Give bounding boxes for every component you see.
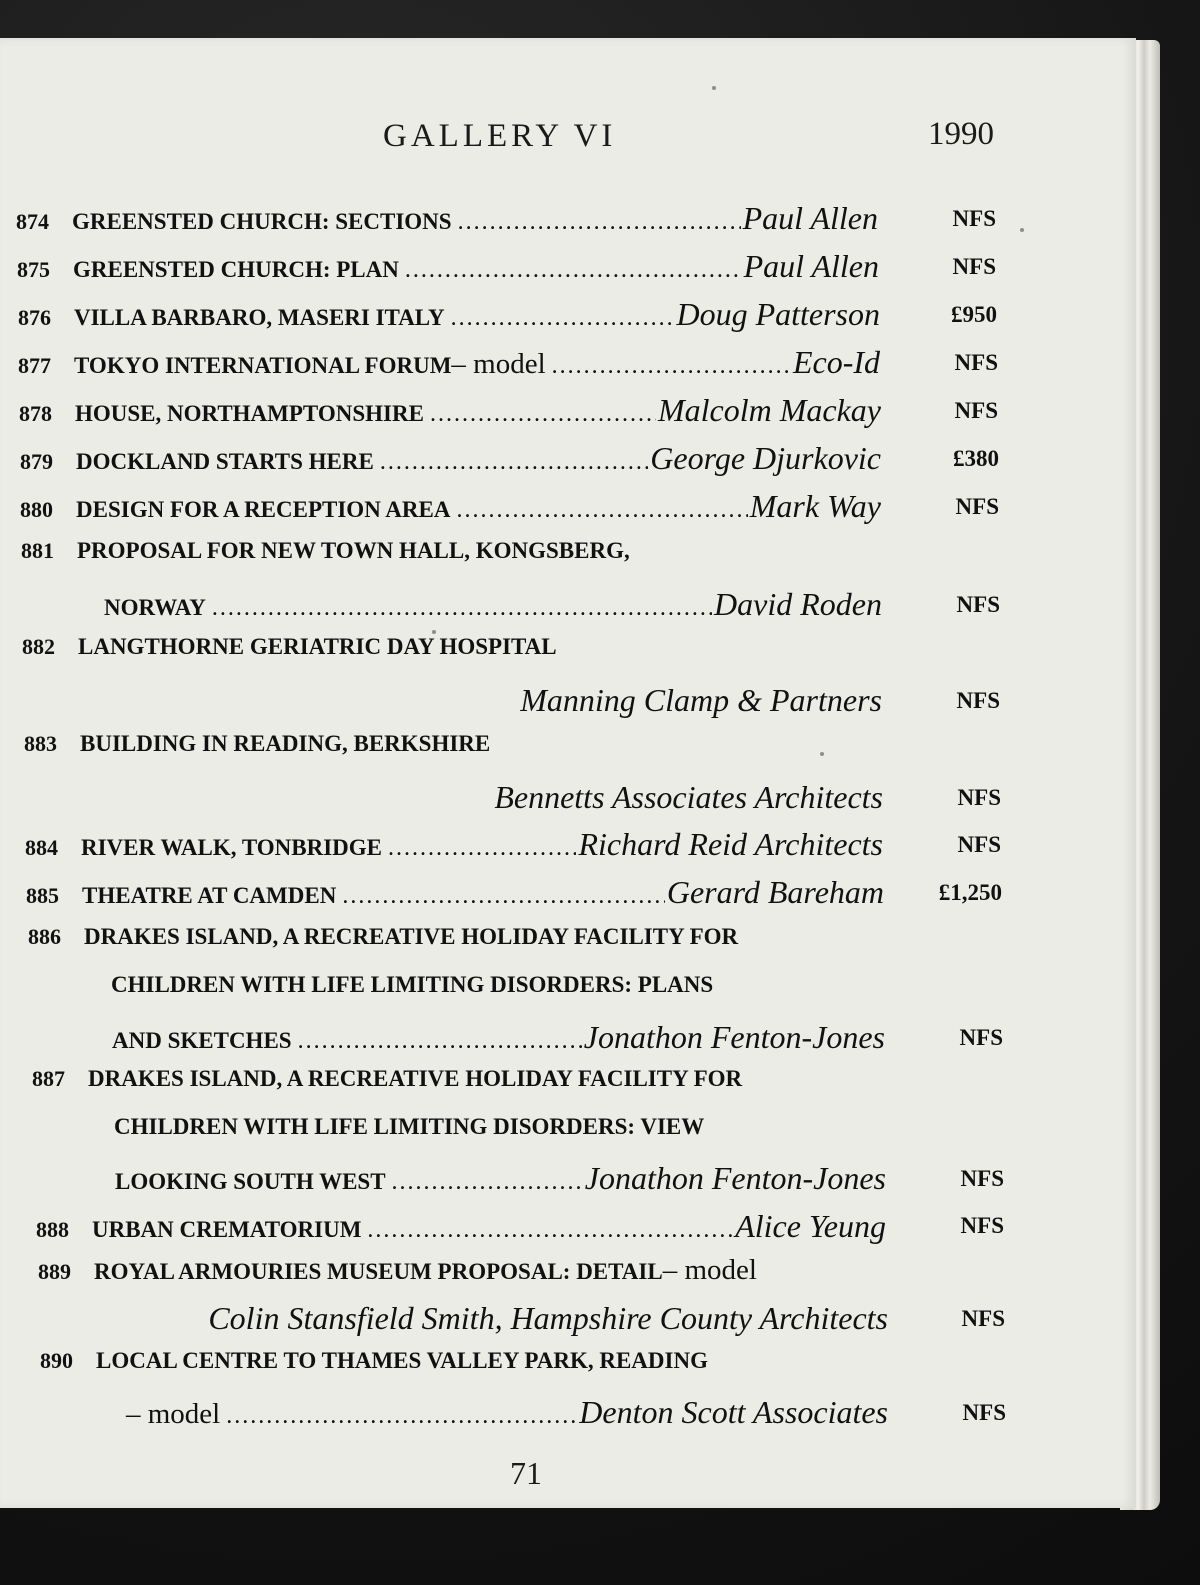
list-item <box>24 731 883 757</box>
list-item-continuation <box>115 1160 886 1197</box>
entry-number: 875 <box>17 257 50 282</box>
leader-dots <box>298 1028 582 1055</box>
entry-price: NFS <box>960 1166 1004 1191</box>
entry-number: 886 <box>28 924 61 949</box>
entry-price: NFS <box>956 688 1000 713</box>
entry-title: BUILDING IN READING, BERKSHIRE <box>80 731 491 756</box>
entry-artist: George Djurkovic <box>650 440 881 476</box>
leader-dots <box>456 497 747 524</box>
list-item-continuation <box>114 1114 886 1140</box>
entry-medium: – model <box>662 1254 757 1286</box>
list-item <box>36 1208 886 1245</box>
entry-price: NFS <box>952 206 996 231</box>
entry-title: GREENSTED CHURCH: PLAN <box>73 257 399 282</box>
list-item <box>25 826 883 863</box>
entry-title-line: NORWAY <box>104 595 206 620</box>
entry-artist: Paul Allen <box>743 248 879 284</box>
list-item <box>20 488 881 525</box>
entry-title: LANGTHORNE GERIATRIC DAY HOSPITAL <box>78 634 557 659</box>
leader-dots <box>388 835 576 862</box>
entry-number: 888 <box>36 1217 69 1242</box>
entry-number: 887 <box>32 1066 65 1091</box>
list-item-continuation <box>120 1300 888 1337</box>
list-item <box>17 248 879 285</box>
leader-dots <box>367 1217 733 1244</box>
entry-artist: Alice Yeung <box>735 1208 886 1244</box>
entry-number: 880 <box>20 497 53 522</box>
entry-number: 874 <box>16 209 49 234</box>
entry-price: £950 <box>951 302 997 327</box>
entry-price: NFS <box>954 350 998 375</box>
entry-title: DOCKLAND STARTS HERE <box>76 449 374 474</box>
entry-artist: Mark Way <box>749 488 881 524</box>
entry-price: NFS <box>960 1213 1004 1238</box>
list-item <box>21 538 882 564</box>
list-item-continuation <box>112 1019 885 1056</box>
entry-price: NFS <box>956 592 1000 617</box>
entry-title-line: CHILDREN WITH LIFE LIMITING DISORDERS: PLANS <box>111 972 714 997</box>
entry-artist: Malcolm Mackay <box>657 392 881 428</box>
entry-price: NFS <box>959 1025 1003 1050</box>
entry-title: RIVER WALK, TONBRIDGE <box>81 835 382 860</box>
entry-number: 890 <box>40 1348 73 1373</box>
entry-artist: David Roden <box>714 586 882 622</box>
entry-title-line: PROPOSAL FOR NEW TOWN HALL, KONGSBERG, <box>77 538 630 563</box>
leader-dots <box>430 401 656 428</box>
entry-artist: Jonathon Fenton-Jones <box>584 1160 886 1196</box>
entry-title: VILLA BARBARO, MASERI ITALY <box>74 305 445 330</box>
entry-title: ROYAL ARMOURIES MUSEUM PROPOSAL: DETAIL <box>94 1259 663 1284</box>
list-item <box>18 296 880 333</box>
entry-number: 885 <box>26 883 59 908</box>
list-item <box>19 392 881 429</box>
list-item-continuation <box>100 779 883 816</box>
leader-dots <box>405 257 742 284</box>
entry-title-line: DRAKES ISLAND, A RECREATIVE HOLIDAY FACILITY FOR <box>84 924 739 949</box>
catalogue-year: 1990 <box>928 116 994 152</box>
entry-medium: – model <box>451 348 546 380</box>
entry-title: THEATRE AT CAMDEN <box>82 883 337 908</box>
entry-artist: Jonathon Fenton-Jones <box>583 1019 885 1055</box>
list-item <box>22 634 882 660</box>
list-item <box>40 1348 888 1374</box>
entry-artist: Manning Clamp & Partners <box>520 682 882 718</box>
page-number: 71 <box>510 1455 542 1491</box>
entry-number: 883 <box>24 731 57 756</box>
list-item <box>38 1254 888 1287</box>
entry-artist: Colin Stansfield Smith, Hampshire County Architects <box>208 1300 888 1336</box>
list-item-continuation <box>126 1394 888 1431</box>
leader-dots <box>458 209 741 236</box>
entry-price: NFS <box>957 832 1001 857</box>
list-item-continuation <box>111 972 884 998</box>
entry-title-line: DRAKES ISLAND, A RECREATIVE HOLIDAY FACILITY FOR <box>88 1066 743 1091</box>
entry-price: NFS <box>955 494 999 519</box>
entry-price: £380 <box>953 446 999 471</box>
entry-title: URBAN CREMATORIUM <box>92 1217 362 1242</box>
entry-title-line: CHILDREN WITH LIFE LIMITING DISORDERS: VIEW <box>114 1114 705 1139</box>
entry-title: GREENSTED CHURCH: SECTIONS <box>72 209 452 234</box>
entry-number: 889 <box>38 1259 71 1284</box>
entry-price: NFS <box>961 1306 1005 1331</box>
entry-title: TOKYO INTERNATIONAL FORUM <box>74 353 452 378</box>
entry-price: NFS <box>954 398 998 423</box>
list-item <box>26 874 884 911</box>
list-item-continuation <box>100 682 882 719</box>
entry-artist: Bennetts Associates Architects <box>494 779 883 815</box>
entry-number: 884 <box>25 835 58 860</box>
entry-price: £1,250 <box>938 880 1002 905</box>
leader-dots <box>451 305 675 332</box>
entry-title: DESIGN FOR A RECEPTION AREA <box>76 497 451 522</box>
entry-artist: Denton Scott Associates <box>579 1394 888 1430</box>
list-item <box>16 200 878 237</box>
entry-title-line: AND SKETCHES <box>112 1028 292 1053</box>
entry-title: LOCAL CENTRE TO THAMES VALLEY PARK, READING <box>96 1348 708 1373</box>
list-item <box>20 440 881 477</box>
list-item <box>18 344 880 381</box>
list-item <box>32 1066 885 1092</box>
entry-number: 881 <box>21 538 54 563</box>
leader-dots <box>212 595 712 622</box>
leader-dots <box>392 1169 583 1196</box>
entry-number: 878 <box>19 401 52 426</box>
entry-title: HOUSE, NORTHAMPTONSHIRE <box>75 401 424 426</box>
entry-artist: Doug Patterson <box>676 296 880 332</box>
entry-number: 879 <box>20 449 53 474</box>
leader-dots <box>226 1403 577 1430</box>
list-item-continuation <box>104 586 882 623</box>
entry-artist: Gerard Bareham <box>666 874 884 910</box>
entry-price: NFS <box>952 254 996 279</box>
entry-artist: Richard Reid Architects <box>578 826 883 862</box>
entry-medium: – model <box>126 1398 221 1430</box>
entry-title-line: LOOKING SOUTH WEST <box>115 1169 386 1194</box>
entry-artist: Paul Allen <box>742 200 878 236</box>
entry-number: 877 <box>18 353 51 378</box>
entry-artist: Eco-Id <box>792 344 880 380</box>
entry-price: NFS <box>962 1400 1006 1425</box>
entry-number: 876 <box>18 305 51 330</box>
leader-dots <box>380 449 648 476</box>
entry-price: NFS <box>957 785 1001 810</box>
leader-dots <box>552 353 791 380</box>
leader-dots <box>342 883 665 910</box>
gallery-title: GALLERY VI <box>383 118 617 154</box>
list-item <box>28 924 884 950</box>
entry-number: 882 <box>22 634 55 659</box>
